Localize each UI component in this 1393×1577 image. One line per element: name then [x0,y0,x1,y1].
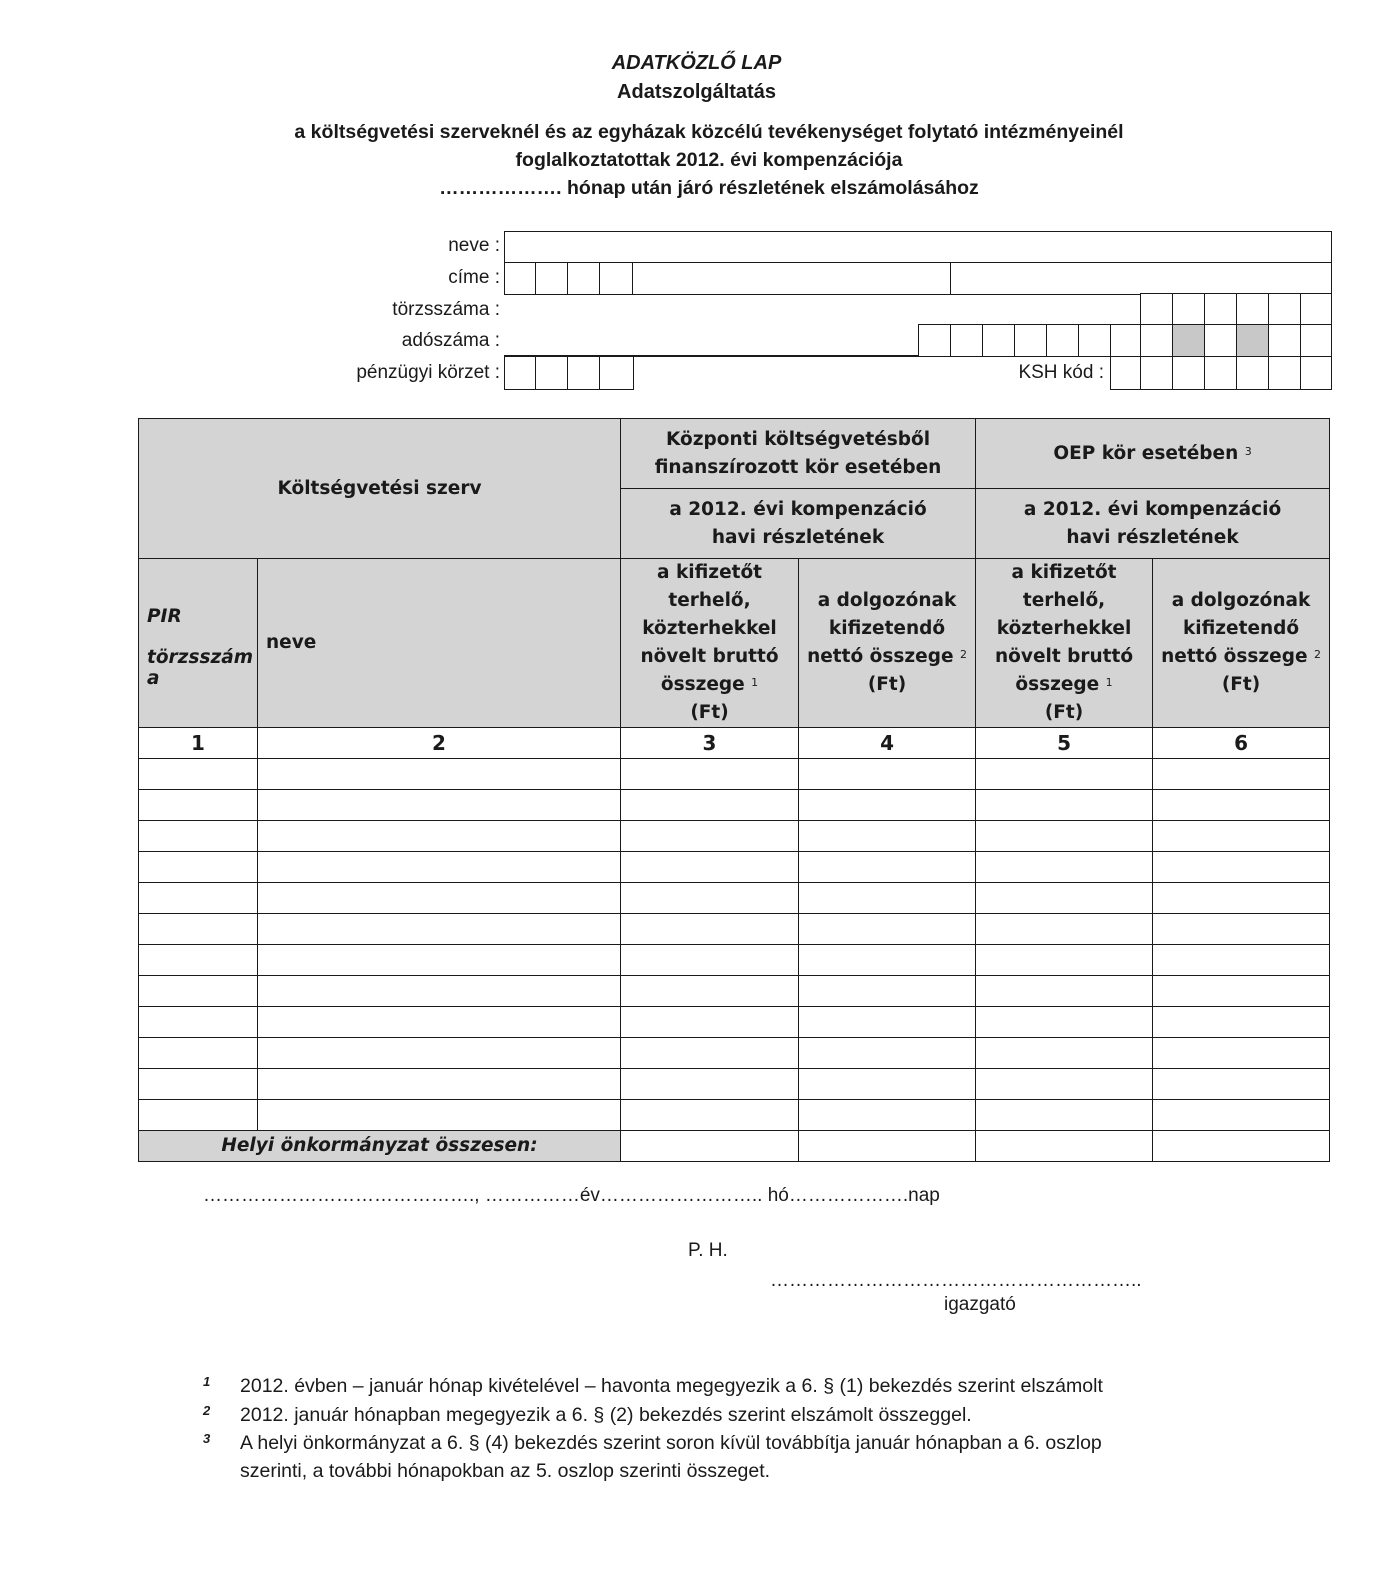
table-cell-col4[interactable] [799,852,976,883]
table-cell-col6[interactable] [1153,1069,1330,1100]
table-cell-col2[interactable] [258,759,621,790]
table-cell-col6[interactable] [1153,914,1330,945]
column-number-2: 2 [258,728,621,759]
brutto-line-1: a kifizetőt [657,562,763,583]
table-cell-col5[interactable] [976,790,1153,821]
table-cell-col3[interactable] [621,914,799,945]
table-cell-col1[interactable] [139,1100,258,1131]
table-cell-col1[interactable] [139,852,258,883]
brutto-line-1: a kifizetőt [1011,562,1117,583]
footnote-ref-1: 1 [751,676,759,689]
table-cell-col4[interactable] [799,945,976,976]
footnote-ref-3: 3 [1244,444,1252,458]
table-cell-col4[interactable] [799,914,976,945]
ft-unit: (Ft) [1044,702,1084,723]
table-cell-col6[interactable] [1153,821,1330,852]
brutto-line-3: közterhekkel [996,618,1132,639]
brutto-line-2: terhelő, [668,590,751,611]
table-cell-col2[interactable] [258,914,621,945]
total-label: Helyi önkormányzat összesen: [139,1131,621,1162]
form-subtitle: Adatszolgáltatás [617,81,776,103]
table-cell-col3[interactable] [621,821,799,852]
table-cell-col5[interactable] [976,976,1153,1007]
total-cell-col4[interactable] [799,1131,976,1162]
brutto-line-5: összege [1015,674,1100,695]
ksh-kod-box-7[interactable] [1300,356,1332,390]
table-cell-col1[interactable] [139,1069,258,1100]
table-cell-col6[interactable] [1153,790,1330,821]
netto-line-3: nettó összege [807,646,954,667]
table-row [139,883,1330,914]
koltsegvetesi-szerv-header: Költségvetési szerv [139,419,621,559]
penzugyi-korzet-box-3[interactable] [567,356,601,390]
ksh-kod-box-6[interactable] [1268,356,1302,390]
table-cell-col2[interactable] [258,821,621,852]
table-cell-col1[interactable] [139,1007,258,1038]
table-cell-col1[interactable] [139,759,258,790]
brutto-line-4: növelt bruttó [995,646,1134,667]
havi-header-line-1: a 2012. évi kompenzáció [669,498,927,520]
table-cell-col5[interactable] [976,821,1153,852]
kozponti-header-line-2: finanszírozott kör esetében [654,456,942,478]
ksh-kod-label: KSH kód : [1018,362,1104,383]
table-cell-col6[interactable] [1153,1038,1330,1069]
table-cell-col5[interactable] [976,883,1153,914]
table-cell-col6[interactable] [1153,852,1330,883]
pir-header-line-2: törzsszám [147,647,253,668]
brutto-line-4: növelt bruttó [640,646,779,667]
havi-header-line-2: havi részletének [1066,526,1239,548]
netto-line-3: nettó összege [1161,646,1308,667]
table-cell-col3[interactable] [621,759,799,790]
cime-city-field[interactable] [632,262,952,295]
brutto-line-2: terhelő, [1022,590,1106,611]
penzugyi-korzet-box-4[interactable] [599,356,634,390]
cime-street-field[interactable] [950,262,1332,295]
adoszam-box-5[interactable] [1046,324,1080,357]
date-line: ……………………………………., ……………év…………………….. hó……………….nap [203,1185,940,1206]
table-row [139,1038,1330,1069]
brutto-header-col5 [976,559,1153,728]
column-number-6: 6 [1153,728,1330,759]
table-cell-col2[interactable] [258,1038,621,1069]
table-cell-col2[interactable] [258,883,621,914]
havi-header-line-2: havi részletének [711,526,885,548]
table-cell-col3[interactable] [621,976,799,1007]
netto-line-2: kifizetendő [1182,618,1300,639]
footnote-ref-1: 1 [1105,676,1113,689]
oep-header-text: OEP kör esetében [1053,442,1239,464]
neve-label: neve : [448,235,500,256]
table-row [139,914,1330,945]
table-cell-col6[interactable] [1153,945,1330,976]
penzugyi-korzet-label: pénzügyi körzet : [356,362,500,383]
form-heading-line-2: foglalkoztatottak 2012. évi kompenzációja [515,149,903,171]
table-row [139,759,1330,790]
table-cell-col5[interactable] [976,1038,1153,1069]
table-cell-col4[interactable] [799,1069,976,1100]
table-cell-col4[interactable] [799,1007,976,1038]
netto-header-col6 [1153,559,1330,728]
adoszam-box-7[interactable] [1110,324,1142,357]
cime-zip-box-3[interactable] [567,262,601,295]
table-cell-col6[interactable] [1153,976,1330,1007]
netto-line-1: a dolgozónak [817,590,957,611]
table-cell-col3[interactable] [621,790,799,821]
footnote-2-number: 2 [203,1403,211,1418]
table-row [139,852,1330,883]
form-title: ADATKÖZLŐ LAP [611,52,782,74]
table-cell-col4[interactable] [799,1038,976,1069]
neve-field[interactable] [504,231,1332,264]
column-number-5: 5 [976,728,1153,759]
torzsszama-label: törzsszáma : [392,299,500,320]
form-heading-line-1: a költségvetési szerveknél és az egyházak közcélú tevékenységet folytató intézményeinél [294,121,1124,143]
signature-label: igazgató [944,1294,1016,1315]
table-cell-col3[interactable] [621,945,799,976]
table-row [139,945,1330,976]
ksh-kod-box-5[interactable] [1236,356,1270,390]
table-cell-col3[interactable] [621,1069,799,1100]
table-cell-col3[interactable] [621,1007,799,1038]
adoszam-box-1[interactable] [918,324,952,357]
table-cell-col2[interactable] [258,976,621,1007]
adoszam-box-4[interactable] [1014,324,1048,357]
havi-header-oep [976,489,1330,559]
table-cell-col5[interactable] [976,1100,1153,1131]
table-row [139,976,1330,1007]
footnote-1-number: 1 [203,1374,211,1389]
torzsszam-box-1[interactable] [1140,293,1174,326]
cime-zip-box-4[interactable] [599,262,634,295]
table-cell-col3[interactable] [621,883,799,914]
adoszam-box-6[interactable] [1078,324,1112,357]
adoszam-box-9[interactable] [1204,324,1238,357]
table-cell-col6[interactable] [1153,759,1330,790]
table-row [139,821,1330,852]
table-cell-col6[interactable] [1153,883,1330,914]
table-cell-col5[interactable] [976,759,1153,790]
torzsszam-box-3[interactable] [1204,293,1238,326]
adoszam-box-3[interactable] [982,324,1016,357]
table-cell-col4[interactable] [799,821,976,852]
table-cell-col3[interactable] [621,852,799,883]
footnote-3-number: 3 [203,1431,211,1446]
table-cell-col1[interactable] [139,821,258,852]
table-cell-col1[interactable] [139,945,258,976]
table-cell-col2[interactable] [258,1007,621,1038]
table-cell-col5[interactable] [976,1007,1153,1038]
table-cell-col5[interactable] [976,852,1153,883]
torzsszam-box-4[interactable] [1236,293,1270,326]
torzsszam-box-2[interactable] [1172,293,1206,326]
footnote-2-text: 2012. január hónapban megegyezik a 6. § (2) bekezdés szerint elszámolt összeggel. [240,1404,972,1426]
penzugyi-korzet-box-2[interactable] [535,356,569,390]
havi-header-kozponti [621,489,976,559]
adoszam-box-8[interactable] [1140,324,1174,357]
table-row [139,1100,1330,1131]
form-heading-line-3: ………………. hónap után járó részletének elszámolásához [439,177,979,199]
table-cell-col2[interactable] [258,1069,621,1100]
netto-line-1: a dolgozónak [1171,590,1311,611]
table-cell-col6[interactable] [1153,1100,1330,1131]
pir-header-line-1: PIR [147,606,182,627]
adoszam-box-2[interactable] [950,324,984,357]
oep-header [976,419,1330,489]
kozponti-header [621,419,976,489]
table-row [139,790,1330,821]
footnote-ref-2: 2 [1313,648,1321,661]
ksh-kod-box-4[interactable] [1204,356,1238,390]
footnote-3-text: A helyi önkormányzat a 6. § (4) bekezdés szerint soron kívül továbbítja január hónapban a 6. oszlop [240,1432,1102,1454]
signature-line: ………………………………………………….. [770,1270,1142,1291]
torzsszam-box-5[interactable] [1268,293,1302,326]
table-cell-col2[interactable] [258,1100,621,1131]
table-cell-col4[interactable] [799,1100,976,1131]
torzsszam-box-6[interactable] [1300,293,1332,326]
ph-label: P. H. [688,1240,728,1261]
havi-header-line-1: a 2012. évi kompenzáció [1023,498,1282,520]
brutto-line-3: közterhekkel [642,618,777,639]
brutto-line-5: összege [660,674,745,695]
table-cell-col4[interactable] [799,790,976,821]
table-cell-col5[interactable] [976,914,1153,945]
netto-line-2: kifizetendő [828,618,946,639]
neve-column-header: neve [258,559,621,728]
table-row [139,1007,1330,1038]
adoszama-label: adószáma : [401,330,500,351]
total-cell-col5[interactable] [976,1131,1153,1162]
table-cell-col5[interactable] [976,945,1153,976]
table-cell-col2[interactable] [258,945,621,976]
table-cell-col2[interactable] [258,790,621,821]
table-cell-col6[interactable] [1153,1007,1330,1038]
ksh-kod-box-2[interactable] [1140,356,1174,390]
table-cell-col4[interactable] [799,976,976,1007]
cime-label: címe : [448,267,500,288]
table-cell-col3[interactable] [621,1038,799,1069]
table-cell-col1[interactable] [139,1038,258,1069]
cime-zip-box-2[interactable] [535,262,569,295]
ft-unit: (Ft) [690,702,729,723]
total-cell-col6[interactable] [1153,1131,1330,1162]
column-number-4: 4 [799,728,976,759]
table-row [139,1069,1330,1100]
kozponti-header-line-1: Központi költségvetésből [666,428,931,450]
adoszam-separator-2 [1236,324,1270,357]
compensation-table [138,418,1330,1162]
penzugyi-korzet-box-1[interactable] [504,356,537,390]
table-cell-col2[interactable] [258,852,621,883]
adoszam-separator-1 [1172,324,1206,357]
adoszam-box-11[interactable] [1300,324,1332,357]
table-cell-col1[interactable] [139,883,258,914]
brutto-header-col3 [621,559,799,728]
table-cell-col4[interactable] [799,883,976,914]
column-number-1: 1 [139,728,258,759]
table-cell-col1[interactable] [139,790,258,821]
ft-unit: (Ft) [867,674,907,695]
cime-zip-box-1[interactable] [504,262,537,295]
table-cell-col4[interactable] [799,759,976,790]
pir-torzsszam-header [139,559,258,728]
adoszam-box-10[interactable] [1268,324,1302,357]
ksh-kod-box-1[interactable] [1110,356,1142,390]
footnote-ref-2: 2 [959,648,967,661]
pir-header-line-3: a [147,668,160,689]
footnote-3-text-cont: szerinti, a további hónapokban az 5. oszlop szerinti összeget. [240,1460,771,1482]
footnote-1-text: 2012. évben – január hónap kivételével – havonta megegyezik a 6. § (1) bekezdés szerint elszámolt [240,1375,1103,1397]
total-cell-col3[interactable] [621,1131,799,1162]
column-number-3: 3 [621,728,799,759]
table-cell-col1[interactable] [139,914,258,945]
table-cell-col5[interactable] [976,1069,1153,1100]
netto-header-col4 [799,559,976,728]
ksh-kod-box-3[interactable] [1172,356,1206,390]
ft-unit: (Ft) [1221,674,1261,695]
table-cell-col3[interactable] [621,1100,799,1131]
table-cell-col1[interactable] [139,976,258,1007]
